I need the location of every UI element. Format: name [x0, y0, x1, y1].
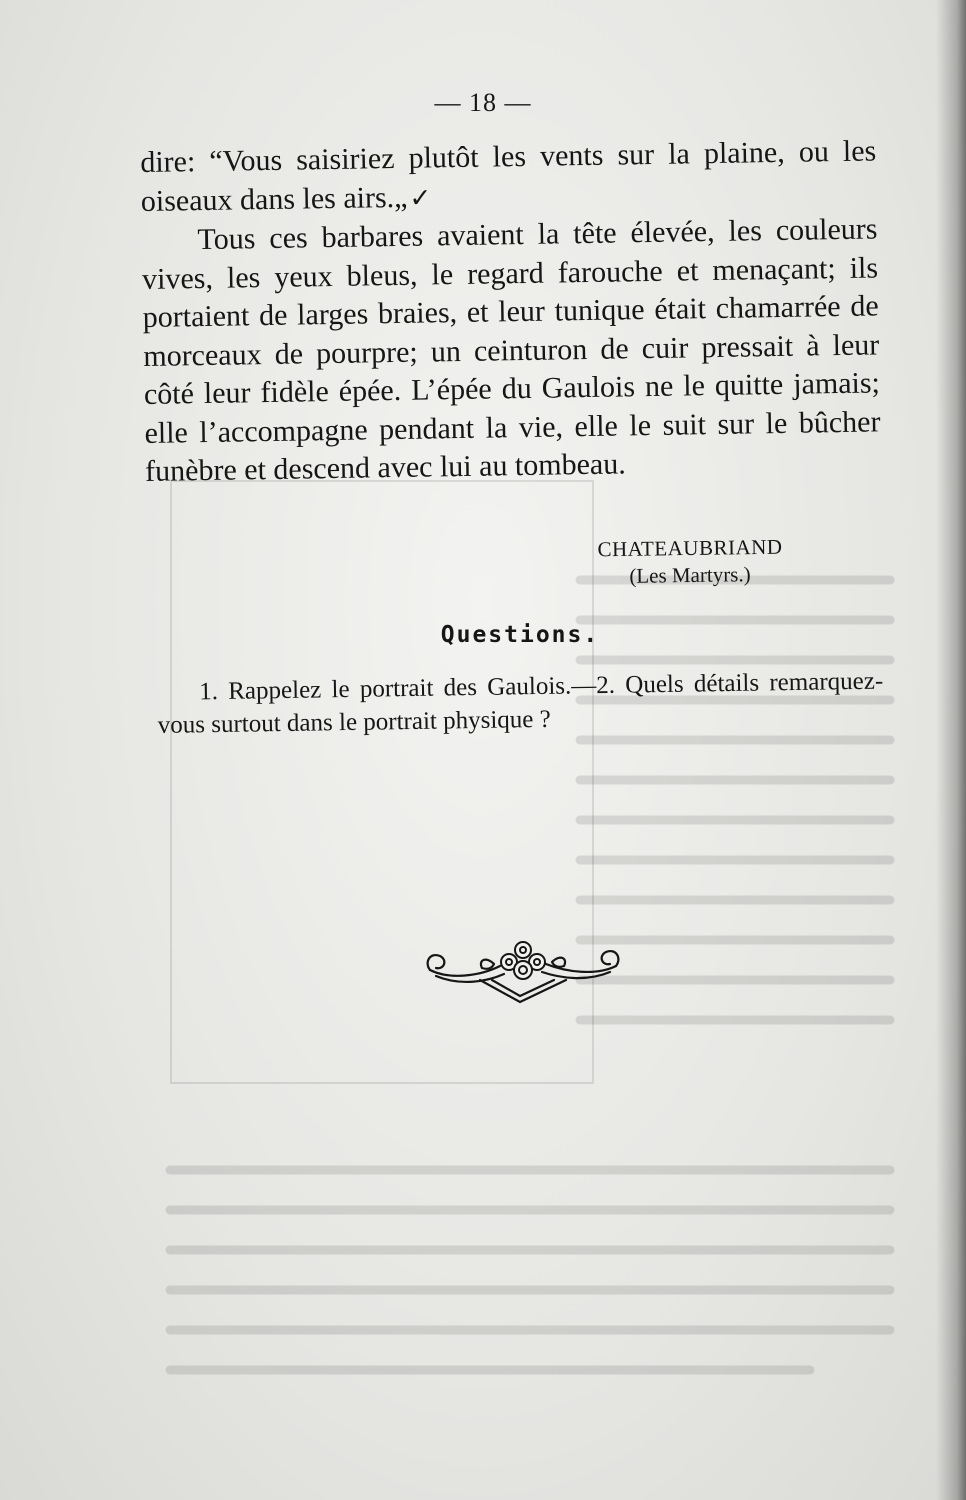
- page-binding-shadow: [936, 0, 966, 1500]
- questions-text: [157, 665, 884, 742]
- paragraph-2: Tous ces barbares avaient la tête élevée, les couleurs vives, les yeux bleus, le regard farouche et menaçant; ils portaient de larges braies, et leur tunique était chamarrée de morceaux de pourpre; un ceinturon de cuir pressait à leur côté leur fidèle épée. L’épée du Gaulois ne le quitte jamais; elle l’accompagne pendant la vie, elle le suit sur le bûcher funèbre et descend avec lui au tombeau.: [141, 212, 881, 488]
- body-text: [140, 132, 881, 491]
- questions-heading: Questions.: [440, 622, 600, 648]
- paragraph-1: [140, 132, 877, 222]
- attribution-author: CHATEAUBRIAND: [597, 534, 783, 562]
- floral-vignette-icon: [420, 936, 626, 1012]
- page-number: — 18 —: [434, 88, 532, 117]
- questions-paragraph: 1. Rappelez le portrait des Gaulois.—2. Quels détails remarquez-vous surtout dans le portrait physique ?: [157, 667, 884, 739]
- paragraph-1-text: dire: “Vous saisiriez plutôt les vents sur la plaine, ou les oiseaux dans les airs.„: [140, 134, 877, 218]
- check-mark-icon: ✓: [409, 182, 432, 213]
- attribution-source: (Les Martyrs.): [629, 562, 751, 588]
